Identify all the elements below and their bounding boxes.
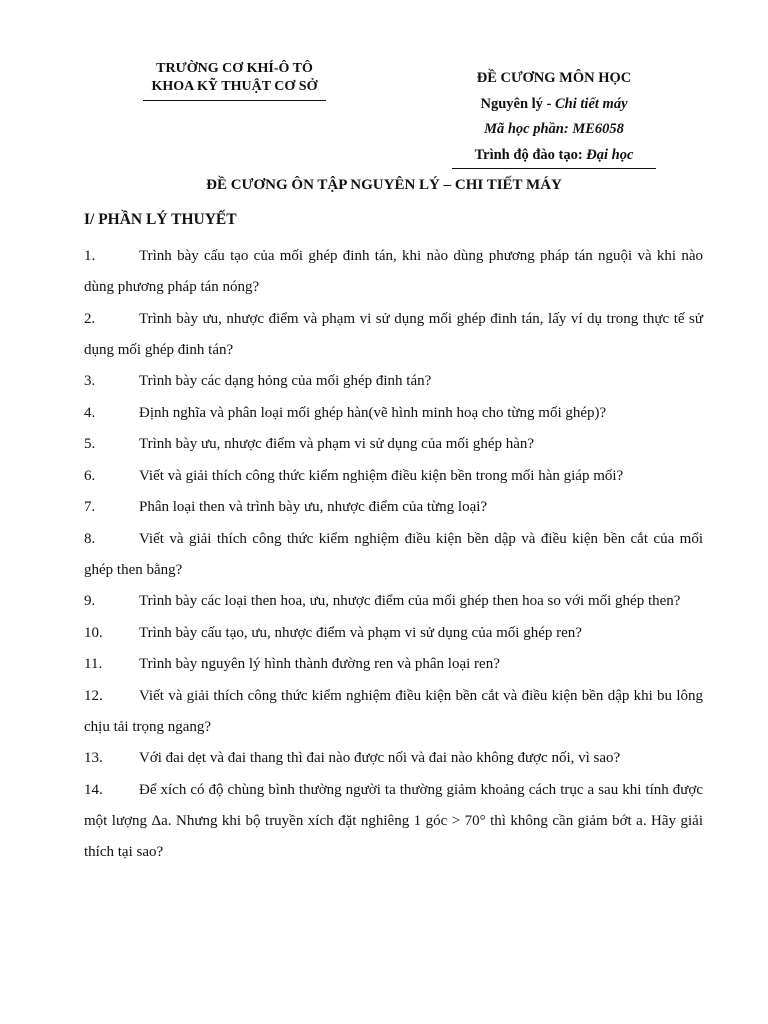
course-header (452, 66, 656, 169)
question-number: 6. (84, 467, 96, 484)
subject-suffix: Chi tiết máy (555, 95, 628, 112)
faculty-name: KHOA KỸ THUẬT CƠ SỞ (151, 79, 318, 94)
question-number: 2. (84, 310, 96, 327)
question-text: Định nghĩa và phân loại mối ghép hàn(vẽ hình minh hoạ cho từng mối ghép)? (139, 404, 607, 421)
question-number: 12. (84, 687, 103, 704)
level-prefix: Trình độ đào tạo: (474, 146, 587, 163)
course-header-divider (452, 168, 656, 169)
question-text: Viết và giải thích công thức kiểm nghiệm điều kiện bền trong mối hàn giáp mối? (139, 467, 624, 484)
question-item (84, 492, 703, 523)
training-level (452, 143, 656, 169)
question-item (84, 618, 703, 649)
question-text: Trình bày các dạng hỏng của mối ghép đinh tán? (139, 373, 432, 389)
question-item (84, 681, 703, 743)
level-value: Đại học (586, 146, 634, 163)
question-text: Phân loại then và trình bày ưu, nhược điểm của từng loại? (139, 499, 488, 515)
question-text: Trình bày cấu tạo của mối ghép đinh tán, khi nào dùng phương pháp tán nguội và khi nào dùng phương pháp tán nóng? (84, 248, 703, 295)
question-item (84, 398, 703, 429)
question-text: Với đai dẹt và đai thang thì đai nào được nối và đai nào không được nối, vì sao? (139, 750, 621, 766)
question-number: 11. (84, 656, 103, 672)
question-item (84, 304, 703, 366)
school-name: TRƯỜNG CƠ KHÍ-Ô TÔ (156, 61, 313, 76)
question-number: 8. (84, 530, 96, 547)
document-title: ĐỀ CƯƠNG ÔN TẬP NGUYÊN LÝ – CHI TIẾT MÁY (206, 177, 562, 193)
header-divider (143, 100, 326, 101)
question-text: Trình bày ưu, nhược điểm và phạm vi sử dụng của mối ghép hàn? (139, 436, 535, 452)
question-text: Viết và giải thích công thức kiểm nghiệm điều kiện bền cắt và điều kiện bền dập khi bu lông chịu tải trọng ngang? (84, 687, 703, 735)
question-text: Trình bày cấu tạo, ưu, nhược điểm và phạm vi sử dụng của mối ghép ren? (139, 624, 582, 641)
question-item (84, 429, 703, 460)
question-number: 9. (84, 593, 96, 609)
course-code: Mã học phần: ME6058 (484, 121, 624, 137)
question-text: Trình bày ưu, nhược điểm và phạm vi sử dụng mối ghép đinh tán, lấy ví dụ trong thực tế sử dụng mối ghép đinh tán? (84, 310, 703, 358)
question-item (84, 461, 703, 492)
question-number: 5. (84, 436, 96, 452)
institution-header (143, 60, 326, 101)
question-number: 4. (84, 404, 96, 421)
question-item (84, 366, 703, 397)
question-number: 7. (84, 499, 96, 515)
question-item (84, 649, 703, 680)
question-text: Viết và giải thích công thức kiểm nghiệm điều kiện bền dập và điều kiện bền cắt của mối ghép then bằng? (84, 530, 703, 578)
question-item (84, 586, 703, 617)
question-item (84, 775, 703, 868)
question-text: Để xích có độ chùng bình thường người ta thường giảm khoảng cách trục a sau khi tính được một lượng Δa. Nhưng khi bộ truyền xích đặt nghiêng 1 góc > 70° thì không cần giảm bớt a. Hãy giải thích tại sao? (84, 781, 703, 860)
question-item (84, 743, 703, 774)
question-text: Trình bày các loại then hoa, ưu, nhược điểm của mối ghép then hoa so với mối ghép then? (139, 593, 681, 609)
question-item (84, 524, 703, 586)
subject-prefix: Nguyên lý - (480, 95, 556, 112)
section-heading: I/ PHẦN LÝ THUYẾT (84, 211, 237, 228)
question-item (84, 241, 703, 303)
question-number: 13. (84, 750, 103, 766)
question-number: 14. (84, 781, 103, 798)
question-number: 10. (84, 624, 103, 641)
question-text: Trình bày nguyên lý hình thành đường ren và phân loại ren? (139, 656, 500, 672)
syllabus-title: ĐỀ CƯƠNG MÔN HỌC (476, 70, 632, 86)
question-number: 1. (84, 248, 96, 264)
course-subject (452, 92, 656, 118)
question-number: 3. (84, 373, 96, 389)
question-list (84, 241, 703, 868)
